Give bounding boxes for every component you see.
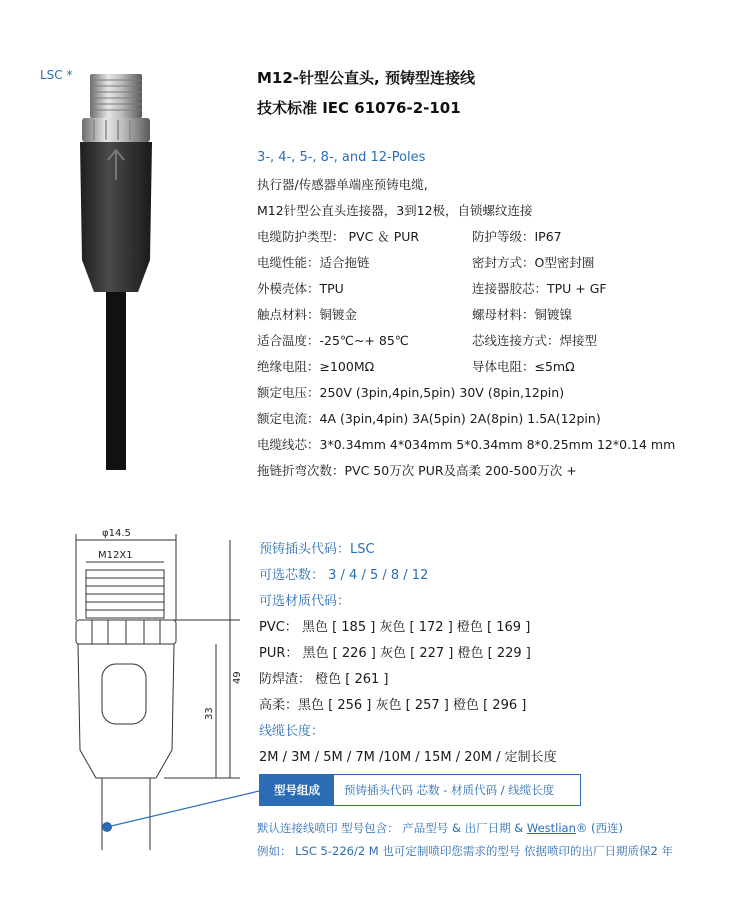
total-length-label: 49 [232,671,243,684]
poles-text: 3-, 4-, 5-, 8-, and 12-Poles [257,150,426,165]
body-length-label: 33 [204,707,215,720]
pur-options: PUR： 黑色 [ 226 ] 灰色 [ 227 ] 橙色 [ 229 ] [259,646,531,661]
spec-row [257,357,575,375]
spec-right: 导体电阻：≤5mΩ [472,359,575,374]
model-label: 型号组成 [260,775,334,805]
spec-right: 连接器胶芯：TPU + GF [472,281,607,296]
footer-text: 默认连接线喷印 型号包含： 产品型号 & 出厂日期 & [257,821,527,835]
diameter-label: φ14.5 [102,528,131,539]
leader-line [95,785,265,835]
spec-right: 防护等级：IP67 [472,229,562,244]
product-title: M12-针型公直头, 预铸型连接线 [257,69,475,87]
voltage-text: 额定电压：250V (3pin,4pin,5pin) 30V (8pin,12pin) [257,385,565,400]
footer-brand-suffix: ® (西连) [575,821,624,835]
spec-row [257,305,573,323]
connector-photo [60,60,170,480]
current-text: 额定电流：4A (3pin,4pin) 3A(5pin) 2A(8pin) 1.5A(12pin) [257,411,601,426]
length-options: 2M / 3M / 5M / 7M /10M / 15M / 20M / 定制长度 [259,750,557,765]
spec-left: 外模壳体：TPU [257,281,344,296]
description-line-2: M12针型公直头连接器，3到12极，自锁螺纹连接 [257,203,533,218]
bend-cycles-text: 拖链折弯次数：PVC 50万次 PUR及高柔 200-500万次 + [257,463,577,478]
spec-right: 芯线连接方式：焊接型 [472,333,598,348]
core-options: 可选芯数： 3 / 4 / 5 / 8 / 12 [259,568,429,583]
spec-row [257,253,595,271]
spec-row [257,279,607,297]
flex-options: 高柔：黑色 [ 256 ] 灰色 [ 257 ] 橙色 [ 296 ] [259,698,527,713]
spec-row [257,331,598,349]
thread-label: M12X1 [98,550,133,561]
material-title: 可选材质代码： [259,594,351,609]
spec-left: 电缆防护类型： PVC ＆ PUR [257,229,420,244]
footer-line-1 [257,820,623,836]
spec-right: 密封方式：O型密封圈 [472,255,595,270]
spec-row [257,227,562,245]
model-value: 预铸插头代码 芯数 - 材质代码 / 线缆长度 [344,783,555,797]
standard-title: 技术标准 IEC 61076-2-101 [257,99,461,117]
prefix-code: 预铸插头代码：LSC [259,542,375,557]
footer-line-2: 例如： LSC 5-226/2 M 也可定制喷印您需求的型号 依据喷印的出厂日期质保2 年 [257,844,674,858]
cable-core-text: 电缆线芯：3*0.34mm 4*034mm 5*0.34mm 8*0.25mm 12*0.14 mm [257,437,676,452]
model-composition-box [259,774,581,806]
spec-left: 电缆性能：适合拖链 [257,255,370,270]
spec-left: 绝缘电阻：≥100MΩ [257,359,375,374]
spec-left: 适合温度：-25℃~+ 85℃ [257,333,409,348]
weld-options: 防焊渣： 橙色 [ 261 ] [259,672,389,687]
brand-name: Westlian [526,821,576,835]
product-code-label: LSC * [40,68,73,82]
spec-right: 螺母材料：铜镀镍 [472,307,573,322]
pvc-options: PVC： 黑色 [ 185 ] 灰色 [ 172 ] 橙色 [ 169 ] [259,620,531,635]
length-title: 线缆长度： [259,724,325,739]
description-line-1: 执行器/传感器单端座预铸电缆, [257,177,428,192]
spec-left: 触点材料：铜镀金 [257,307,358,322]
